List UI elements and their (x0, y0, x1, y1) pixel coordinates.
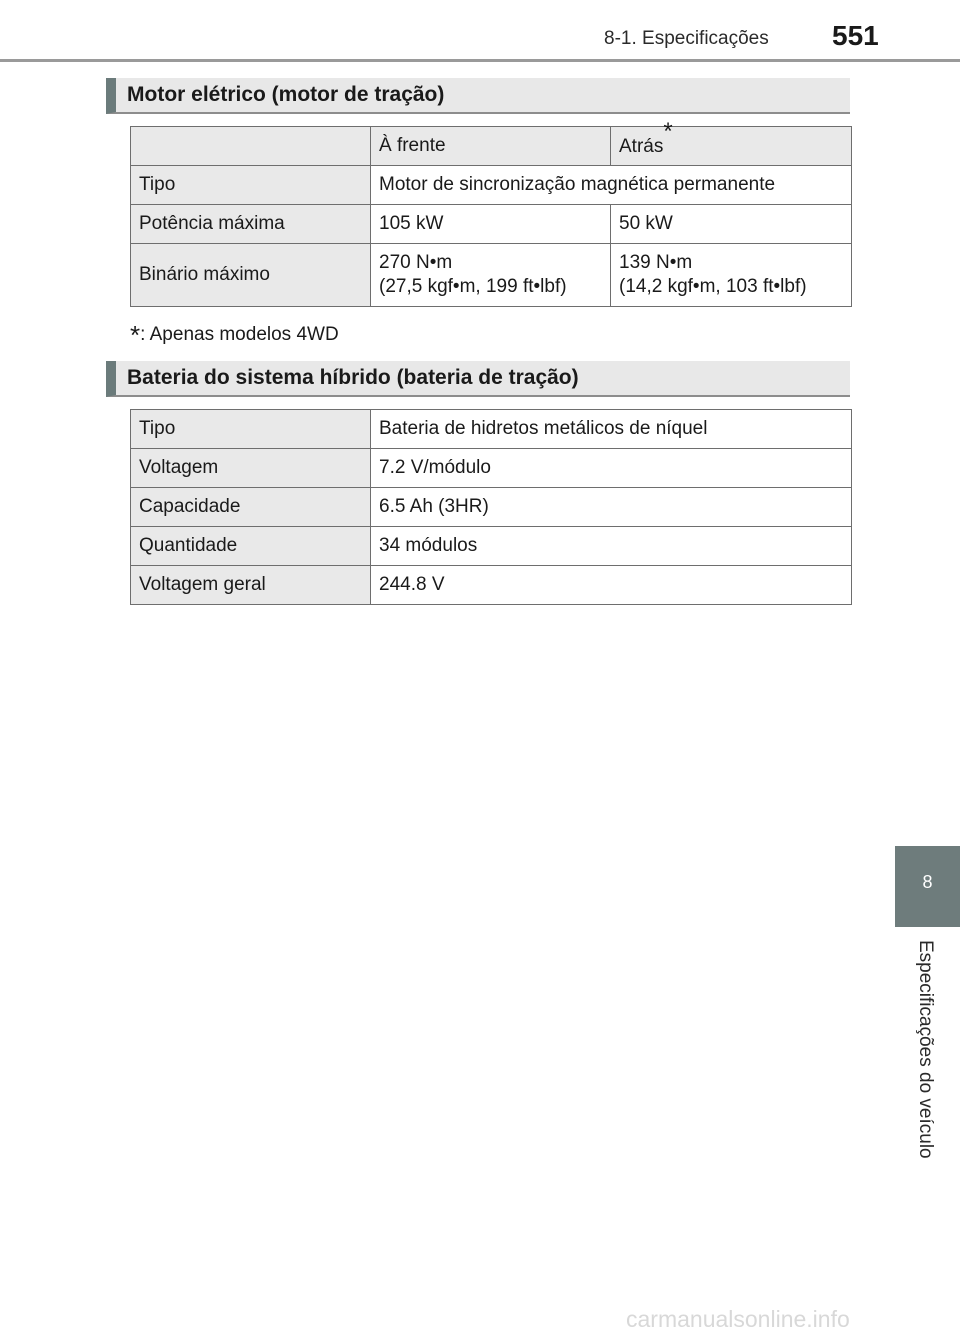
row-label: Quantidade (131, 527, 371, 566)
footnote-text: : Apenas modelos 4WD (140, 324, 339, 345)
row-label: Voltagem (131, 449, 371, 488)
row-value: 34 módulos (371, 527, 852, 566)
chapter-label (914, 940, 940, 1180)
row-value: Motor de sincronização magnética permanente (371, 166, 852, 205)
row-label: Capacidade (131, 488, 371, 527)
table-row (131, 205, 852, 244)
row-value: 244.8 V (371, 566, 852, 605)
header-rule (0, 59, 960, 62)
page-number: 551 (832, 20, 879, 51)
table-row (131, 527, 852, 566)
row-value: 7.2 V/módulo (371, 449, 852, 488)
watermark: carmanualsonline.info (626, 1306, 850, 1332)
value-line: (14,2 kgf•m, 103 ft•lbf) (619, 276, 807, 297)
table-row (131, 127, 852, 166)
column-header-rear: Atrás* (611, 127, 852, 166)
row-label: Tipo (131, 166, 371, 205)
chapter-tab[interactable] (895, 846, 960, 927)
motor-section-title: Motor elétrico (motor de tração) (127, 83, 445, 106)
row-label: Voltagem geral (131, 566, 371, 605)
row-value: 6.5 Ah (3HR) (371, 488, 852, 527)
chapter-number: 8 (922, 872, 933, 892)
table-row (131, 244, 852, 307)
value-line: 270 N•m (379, 252, 453, 273)
table-row (131, 449, 852, 488)
motor-spec-table (130, 118, 852, 307)
battery-spec-table (130, 409, 852, 605)
section-title: 8-1. Especificações (604, 28, 769, 49)
motor-section-heading (106, 78, 850, 114)
battery-section-title: Bateria do sistema híbrido (bateria de tração) (127, 366, 579, 389)
row-value-front: 105 kW (371, 205, 611, 244)
blank-header-cell (131, 127, 371, 166)
table-row (131, 566, 852, 605)
row-label: Binário máximo (131, 244, 371, 307)
asterisk-mark: * (663, 118, 673, 146)
row-value: Bateria de hidretos metálicos de níquel (371, 410, 852, 449)
value-line: (27,5 kgf•m, 199 ft•lbf) (379, 276, 567, 297)
column-header-front: À frente (371, 127, 611, 166)
battery-section-heading (106, 361, 850, 397)
row-value-rear: 50 kW (611, 205, 852, 244)
footnote-asterisk: * (130, 320, 141, 350)
row-value-front (371, 244, 611, 307)
value-line: 139 N•m (619, 252, 693, 273)
table-row (131, 410, 852, 449)
row-value-rear (611, 244, 852, 307)
table-row (131, 166, 852, 205)
table-row (131, 488, 852, 527)
footnote (130, 316, 339, 350)
row-label: Tipo (131, 410, 371, 449)
chapter-label-text: Especificações do veículo (915, 940, 936, 1159)
row-label: Potência máxima (131, 205, 371, 244)
